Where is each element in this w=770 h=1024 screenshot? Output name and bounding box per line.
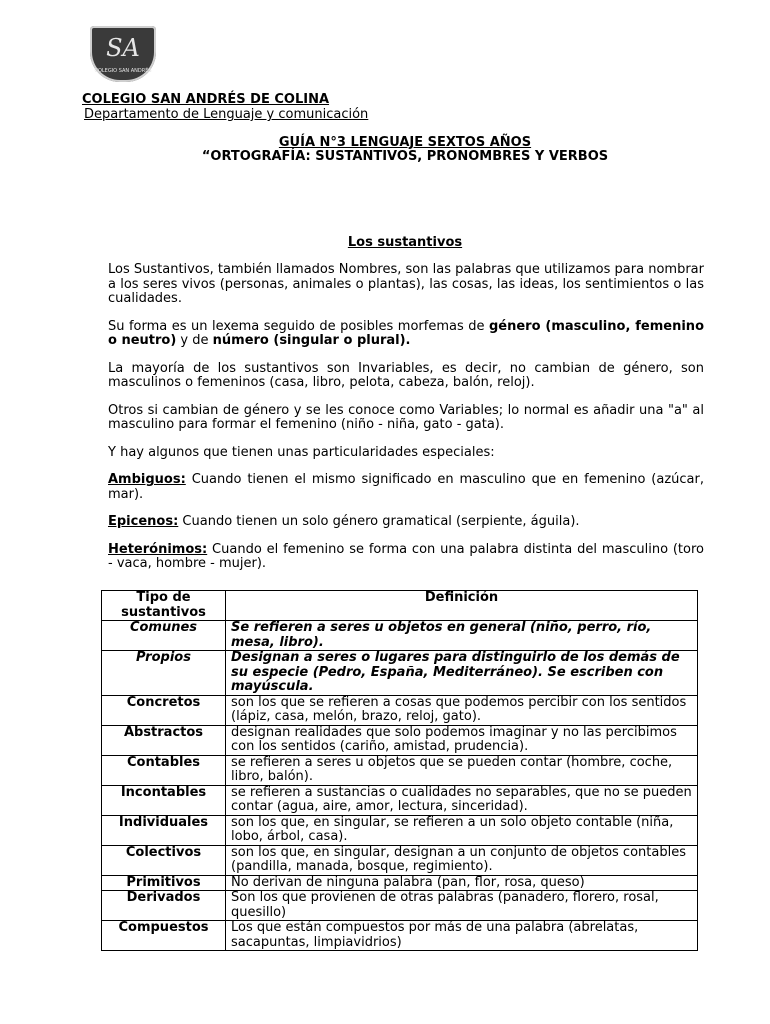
paragraph-invariables: La mayoría de los sustantivos son Invariables, es decir, no cambian de género, son masculinos o femeninos (casa, libro, pelota, cabeza, balón, reloj). [108,360,704,390]
type-cell: Concretos [102,695,226,725]
type-cell: Propios [102,651,226,696]
definition-cell: No derivan de ninguna palabra (pan, flor, rosa, queso) [226,875,698,891]
paragraph-definition: Los Sustantivos, también llamados Nombres, son las palabras que utilizamos para nombrar a los seres vivos (personas, animales o plantas), las cosas, las ideas, los sentimientos o las cualidades. [108,262,704,306]
table-row [102,755,698,785]
paragraph-variables: Otros si cambian de género y se les conoce como Variables; lo normal es añadir una "a" al masculino para formar el femenino (niño - niña, gato - gata). [108,402,704,432]
body-text [108,263,704,585]
definition-cell: Los que están compuestos por más de una palabra (abrelatas, sacapuntas, limpiavidrios) [226,921,698,951]
table-row [102,785,698,815]
paragraph-form: Su forma es un lexema seguido de posibles morfemas de género (masculino, femenino o neutro) y de número (singular o plural). [108,318,704,348]
type-cell: Primitivos [102,875,226,891]
table-row [102,695,698,725]
definition-cell: se refieren a sustancias o cualidades no separables, que no se pueden contar (agua, aire, amor, lectura, sinceridad). [226,785,698,815]
noun-types-table [101,590,698,951]
type-cell: Abstractos [102,725,226,755]
table-row [102,725,698,755]
column-header-type: Tipo de sustantivos [102,591,226,621]
definition-cell: se refieren a seres u objetos que se pueden contar (hombre, coche, libro, balón). [226,755,698,785]
table-row [102,815,698,845]
school-logo [90,26,156,82]
table-row [102,621,698,651]
type-cell: Compuestos [102,921,226,951]
type-cell: Contables [102,755,226,785]
definition-cell: Designan a seres o lugares para distinguirlo de los demás de su especie (Pedro, España, Mediterráneo). Se escriben con mayúscula. [226,651,698,696]
svg-text:COLEGIO SAN ANDRÉS: COLEGIO SAN ANDRÉS [94,68,152,74]
paragraph-epicenos: Epicenos: Cuando tienen un solo género gramatical (serpiente, águila). [108,514,580,529]
type-cell: Incontables [102,785,226,815]
definition-cell: Son los que provienen de otras palabras (panadero, florero, rosal, quesillo) [226,891,698,921]
guide-subtitle: “ORTOGRAFÍA: SUSTANTIVOS, PRONOMBRES Y VERBOS [201,149,609,164]
definition-cell: son los que, en singular, se refieren a un solo objeto contable (niña, lobo, árbol, casa). [226,815,698,845]
term-epicenos: Epicenos: [108,514,179,529]
table-row [102,651,698,696]
table-row [102,891,698,921]
paragraph-ambiguos: Ambiguos: Cuando tienen el mismo significado en masculino que en femenino (azúcar, mar). [108,472,704,502]
type-cell: Derivados [102,891,226,921]
type-cell: Comunes [102,621,226,651]
definition-cell: son los que, en singular, designan a un conjunto de objetos contables (pandilla, manada, bosque, regimiento). [226,845,698,875]
term-ambiguos: Ambiguos: [108,472,186,487]
table-row [102,921,698,951]
department-name: Departamento de Lenguaje y comunicación [84,107,369,122]
definition-cell: designan realidades que solo podemos imaginar y no las percibimos con los sentidos (cariño, amistad, prudencia). [226,725,698,755]
table-header-row [102,591,698,621]
column-header-definition: Definición [226,591,698,621]
table-row [102,875,698,891]
paragraph-heteronimos: Heterónimos: Cuando el femenino se forma con una palabra distinta del masculino (toro - vaca, hombre - mujer). [108,541,704,571]
school-name: COLEGIO SAN ANDRÉS DE COLINA [82,92,330,107]
guide-title: GUÍA N°3 LENGUAJE SEXTOS AÑOS [278,135,532,150]
type-cell: Colectivos [102,845,226,875]
section-title: Los sustantivos [347,235,463,250]
paragraph-particularities: Y hay algunos que tienen unas particularidades especiales: [108,444,495,460]
definition-cell: son los que se refieren a cosas que podemos percibir con los sentidos (lápiz, casa, melón, brazo, reloj, gato). [226,695,698,725]
table-row [102,845,698,875]
svg-text:SA: SA [106,34,140,62]
term-heteronimos: Heterónimos: [108,541,208,557]
type-cell: Individuales [102,815,226,845]
definition-cell: Se refieren a seres u objetos en general (niño, perro, río, mesa, libro). [226,621,698,651]
